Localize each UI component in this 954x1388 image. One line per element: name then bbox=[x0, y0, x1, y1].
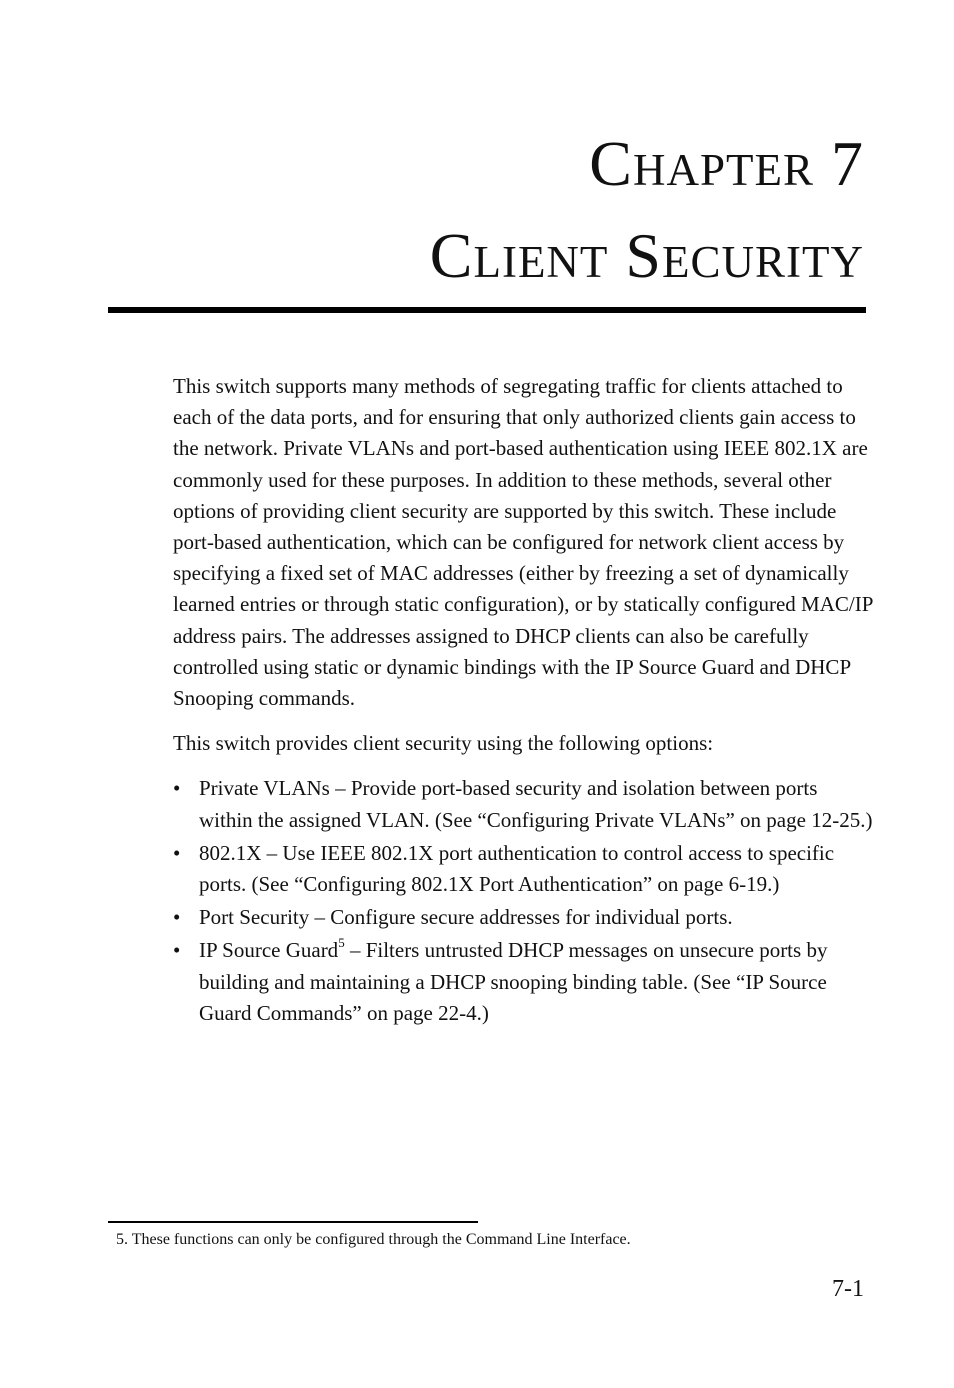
footnote-reference[interactable]: 5 bbox=[338, 935, 345, 951]
list-item bbox=[173, 838, 873, 900]
body-text bbox=[173, 371, 873, 1031]
bullet-mark: • bbox=[173, 776, 181, 801]
options-list bbox=[173, 773, 873, 1029]
heading-rule bbox=[108, 307, 866, 313]
bullet-mark: • bbox=[173, 938, 181, 963]
list-item bbox=[173, 935, 873, 1029]
intro-paragraph: This switch supports many methods of segregating traffic for clients attached to each of the data ports, and for ensuring that only authorized clients gain access to the network. Private VLANs and port-based authentication using IEEE 802.1X are commonly used for these purposes. In addition to these methods, several other options of providing client security are supported by this switch. These include port-based authentication, which can be configured for network client access by specifying a fixed set of MAC addresses (either by freezing a set of dynamically learned entries or through static configuration), or by statically configured MAC/IP address pairs. The addresses assigned to DHCP clients can also be carefully controlled using static or dynamic bindings with the IP Source Guard and DHCP Snooping commands. bbox=[173, 374, 873, 711]
list-item-text-continued: – Filters untrusted DHCP messages on unsecure ports by building and maintaining a DHCP snooping binding table. (See “IP Source Guard Commands” on page 22-4.) bbox=[199, 938, 828, 1025]
chapter-heading bbox=[430, 118, 864, 302]
list-item-text: Private VLANs – Provide port-based security and isolation between ports within the assigned VLAN. (See “Configuring Private VLANs” on page 12-25.) bbox=[199, 776, 873, 832]
page-number: 7-1 bbox=[832, 1276, 864, 1302]
bullet-mark: • bbox=[173, 905, 181, 930]
footnote: 5. These functions can only be configured through the Command Line Interface. bbox=[116, 1231, 631, 1248]
chapter-title: Client Security bbox=[429, 220, 864, 291]
list-item-text: IP Source Guard bbox=[199, 938, 339, 963]
list-item-text: 802.1X – Use IEEE 802.1X port authentication to control access to specific ports. (See “Configuring 802.1X Port Authentication” on page 6-19.) bbox=[199, 840, 835, 897]
list-item bbox=[173, 902, 873, 933]
list-item bbox=[173, 773, 873, 835]
footnote-rule bbox=[108, 1221, 478, 1223]
chapter-number: Chapter 7 bbox=[589, 128, 864, 199]
options-intro: This switch provides client security using the following options: bbox=[173, 731, 714, 756]
list-item-text: Port Security – Configure secure addresses for individual ports. bbox=[199, 905, 733, 930]
bullet-mark: • bbox=[173, 840, 181, 865]
